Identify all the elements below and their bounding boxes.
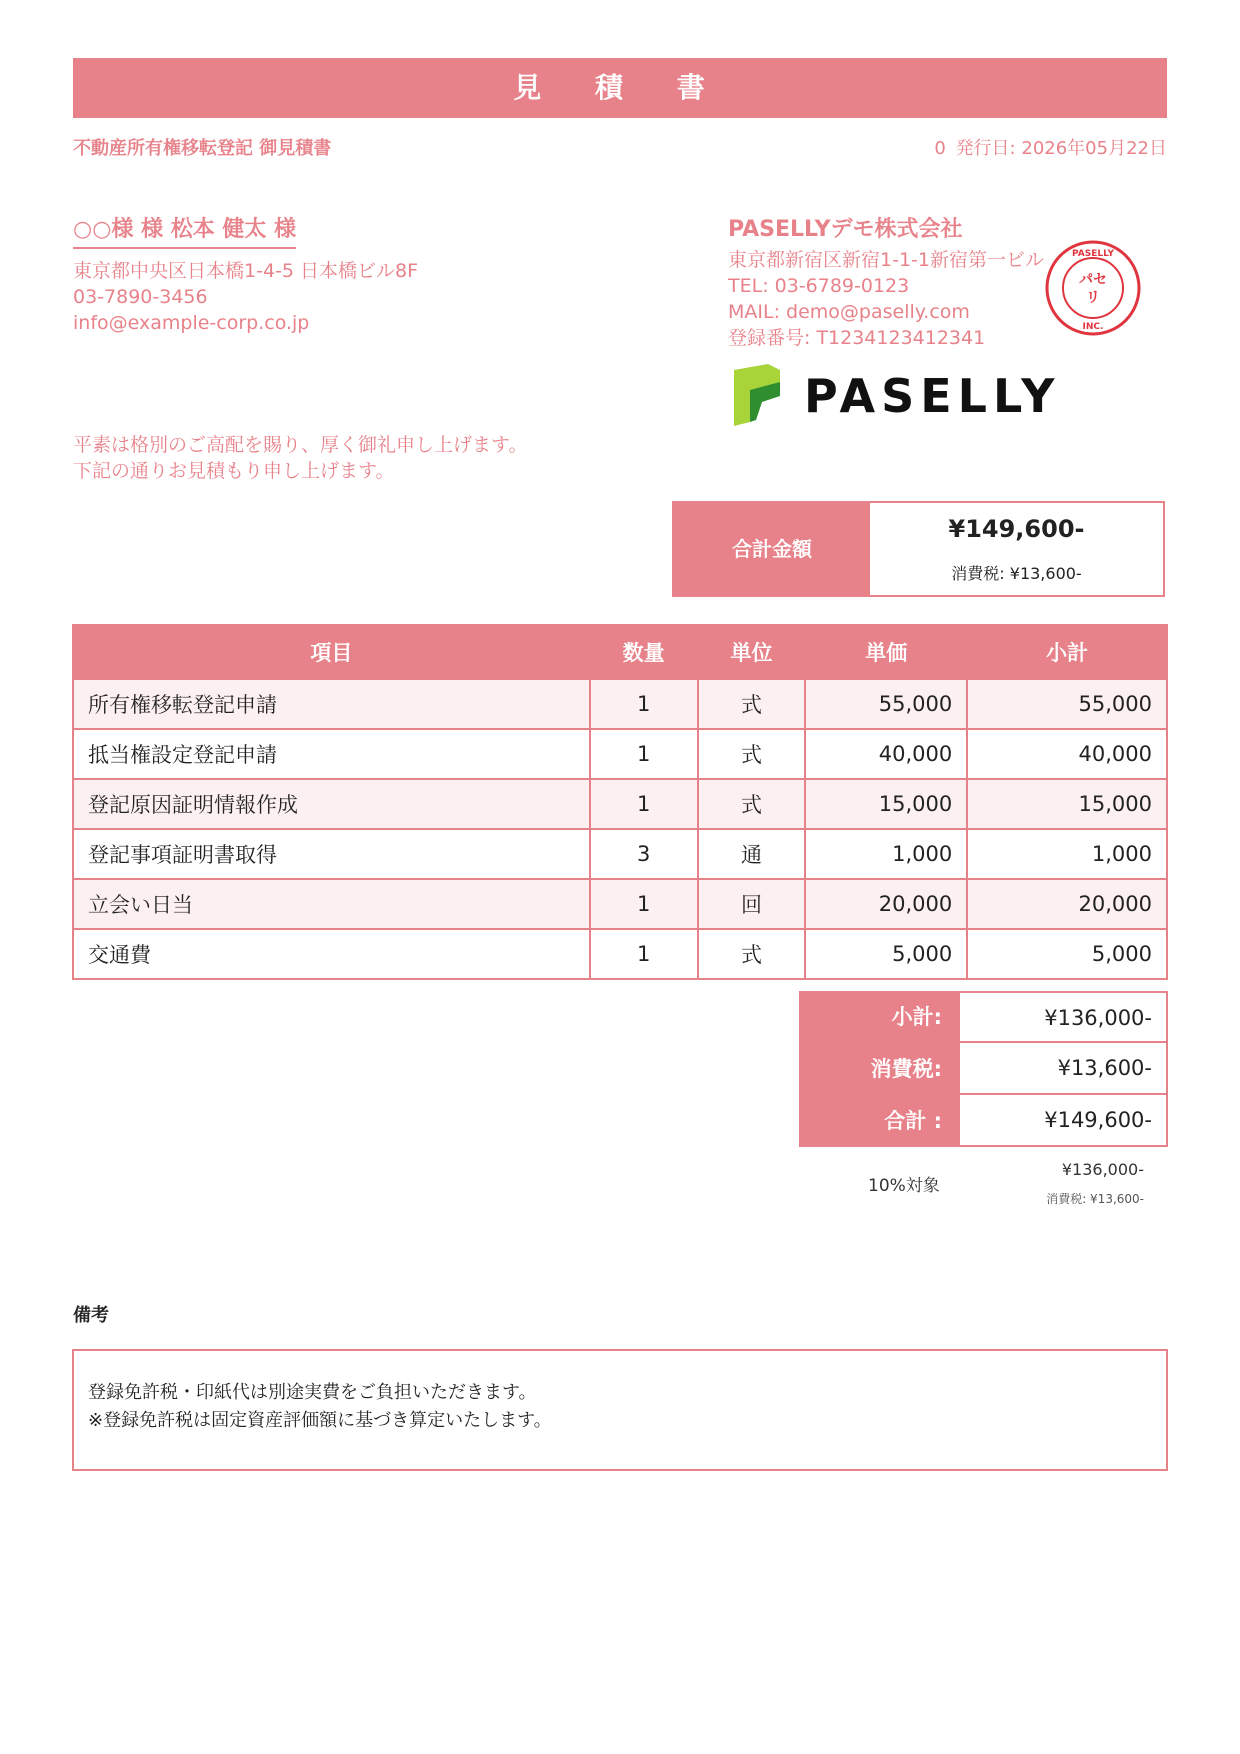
paselly-logo bbox=[728, 360, 1068, 430]
header-item: 項目 bbox=[73, 625, 590, 679]
summary-total-label: 合計 : bbox=[799, 1095, 958, 1147]
remarks-line-1: 登録免許税・印紙代は別途実費をご負担いただきます。 bbox=[88, 1382, 537, 1403]
cell-subtotal: 20,000 bbox=[967, 879, 1167, 929]
cell-item: 立会い日当 bbox=[73, 879, 590, 929]
client-address: 東京都中央区日本橋1-4-5 日本橋ビル8F bbox=[73, 260, 419, 282]
cell-unit: 式 bbox=[698, 779, 806, 829]
remarks-label: 備考 bbox=[73, 1305, 109, 1326]
cell-unit: 通 bbox=[698, 829, 806, 879]
client-info bbox=[73, 258, 418, 336]
cell-item: 交通費 bbox=[73, 929, 590, 979]
client-name: ○○様 様 松本 健太 様 bbox=[73, 212, 296, 249]
tax-rate-label: 10%対象 bbox=[868, 1176, 940, 1196]
table-row bbox=[73, 779, 1167, 829]
summary-subtotal-row bbox=[799, 991, 1168, 1043]
cell-quantity: 1 bbox=[590, 729, 698, 779]
summary-tax-label: 消費税: bbox=[799, 1043, 958, 1095]
cell-unit-price: 1,000 bbox=[805, 829, 967, 879]
cell-quantity: 1 bbox=[590, 929, 698, 979]
tax-base-amount: ¥136,000- bbox=[1061, 1160, 1144, 1179]
cell-unit: 回 bbox=[698, 879, 806, 929]
cell-unit: 式 bbox=[698, 679, 806, 729]
summary-table bbox=[799, 991, 1168, 1147]
company-registration: 登録番号: T1234123412341 bbox=[728, 327, 986, 349]
client-phone: 03-7890-3456 bbox=[73, 286, 208, 308]
tax-detail-amount: 消費税: ¥13,600- bbox=[1046, 1192, 1144, 1206]
summary-subtotal-label: 小計: bbox=[799, 991, 958, 1043]
remarks-line-2: ※登録免許税は固定資産評価額に基づき算定いたします。 bbox=[88, 1410, 552, 1431]
cell-item: 登記原因証明情報作成 bbox=[73, 779, 590, 829]
cell-quantity: 3 bbox=[590, 829, 698, 879]
cell-unit-price: 5,000 bbox=[805, 929, 967, 979]
total-amount-box bbox=[672, 501, 1165, 597]
company-stamp bbox=[1043, 238, 1143, 338]
cell-subtotal: 15,000 bbox=[967, 779, 1167, 829]
issue-info bbox=[930, 134, 1167, 160]
cell-unit-price: 40,000 bbox=[805, 729, 967, 779]
svg-text:INC.: INC. bbox=[1082, 322, 1104, 332]
cell-subtotal: 55,000 bbox=[967, 679, 1167, 729]
cell-quantity: 1 bbox=[590, 879, 698, 929]
table-row bbox=[73, 729, 1167, 779]
total-tax: 消費税: ¥13,600- bbox=[951, 564, 1082, 583]
greeting-line-2: 下記の通りお見積もり申し上げます。 bbox=[73, 460, 395, 482]
cell-quantity: 1 bbox=[590, 779, 698, 829]
line-items-table bbox=[72, 624, 1168, 980]
document-number: 0 bbox=[934, 138, 946, 159]
company-address: 東京都新宿区新宿1-1-1新宿第一ビル bbox=[728, 249, 1044, 271]
cell-unit-price: 20,000 bbox=[805, 879, 967, 929]
remarks-box bbox=[72, 1349, 1168, 1471]
table-row bbox=[73, 679, 1167, 729]
table-row bbox=[73, 829, 1167, 879]
document-title: 見 積 書 bbox=[73, 58, 1167, 118]
header-quantity: 数量 bbox=[590, 625, 698, 679]
cell-unit: 式 bbox=[698, 929, 806, 979]
summary-tax-row bbox=[799, 1043, 1168, 1095]
table-row bbox=[73, 929, 1167, 979]
cell-item: 抵当権設定登記申請 bbox=[73, 729, 590, 779]
total-amount: ¥149,600- bbox=[948, 515, 1085, 543]
cell-subtotal: 40,000 bbox=[967, 729, 1167, 779]
summary-total-value: ¥149,600- bbox=[958, 1095, 1168, 1147]
cell-unit-price: 55,000 bbox=[805, 679, 967, 729]
summary-subtotal-value: ¥136,000- bbox=[958, 991, 1168, 1043]
cell-item: 登記事項証明書取得 bbox=[73, 829, 590, 879]
greeting bbox=[73, 432, 527, 484]
header-unit: 単位 bbox=[698, 625, 806, 679]
svg-text:PASELLY: PASELLY bbox=[1072, 249, 1114, 259]
table-row bbox=[73, 879, 1167, 929]
svg-text:リ: リ bbox=[1086, 290, 1100, 306]
table-header-row bbox=[73, 625, 1167, 679]
summary-tax-value: ¥13,600- bbox=[958, 1043, 1168, 1095]
header-subtotal: 小計 bbox=[967, 625, 1167, 679]
company-name: PASELLYデモ株式会社 bbox=[728, 217, 963, 242]
cell-unit: 式 bbox=[698, 729, 806, 779]
cell-unit-price: 15,000 bbox=[805, 779, 967, 829]
summary-total-row bbox=[799, 1095, 1168, 1147]
total-amount-label: 合計金額 bbox=[674, 503, 870, 595]
subject: 不動産所有権移転登記 御見積書 bbox=[73, 138, 332, 159]
cell-item: 所有権移転登記申請 bbox=[73, 679, 590, 729]
cell-subtotal: 5,000 bbox=[967, 929, 1167, 979]
cell-subtotal: 1,000 bbox=[967, 829, 1167, 879]
client-email: info@example-corp.co.jp bbox=[73, 312, 310, 334]
issue-date-label: 発行日: bbox=[955, 138, 1016, 159]
header-unit-price: 単価 bbox=[805, 625, 967, 679]
company-tel: TEL: 03-6789-0123 bbox=[728, 275, 910, 297]
company-mail: MAIL: demo@paselly.com bbox=[728, 301, 970, 323]
svg-text:パセ: パセ bbox=[1079, 272, 1107, 288]
svg-text:PASELLY: PASELLY bbox=[804, 369, 1061, 423]
cell-quantity: 1 bbox=[590, 679, 698, 729]
issue-date: 2026年05月22日 bbox=[1021, 138, 1167, 159]
greeting-line-1: 平素は格別のご高配を賜り、厚く御礼申し上げます。 bbox=[73, 434, 528, 456]
